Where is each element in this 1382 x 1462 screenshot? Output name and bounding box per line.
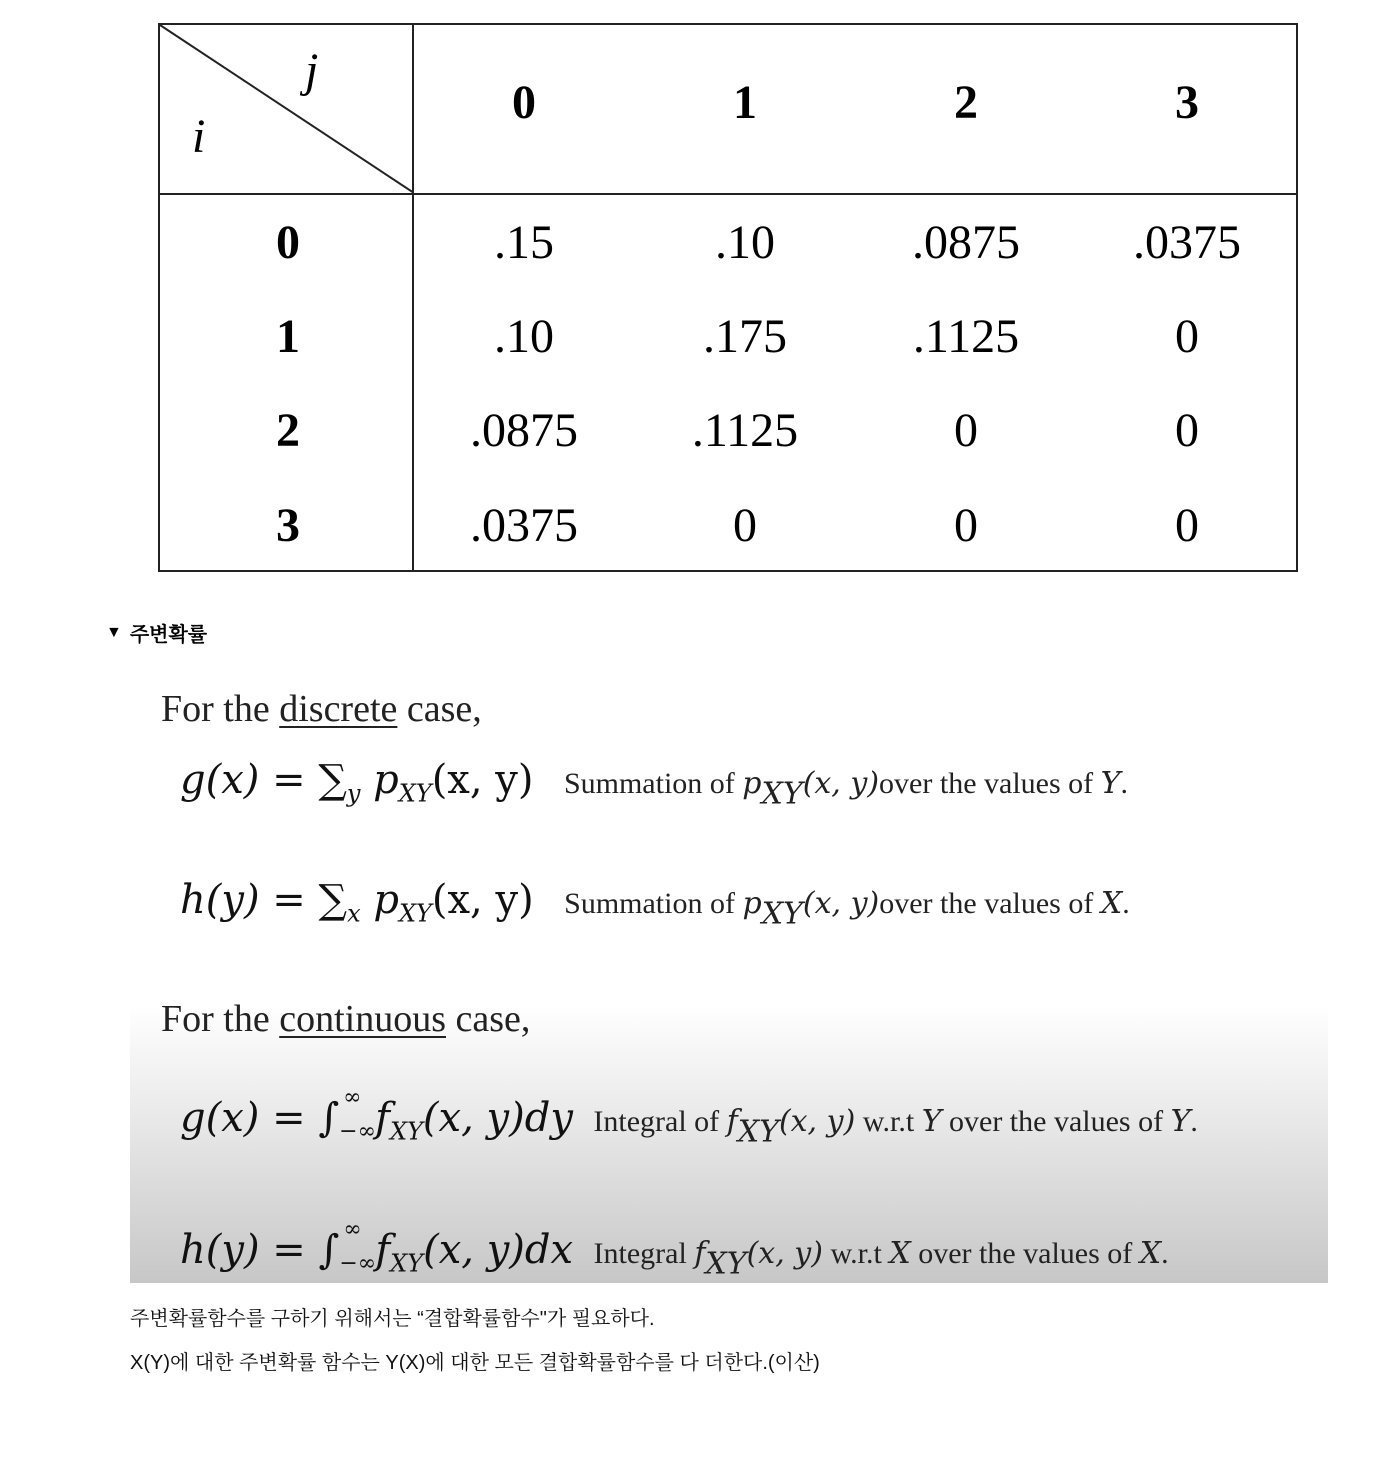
table-cell: 0: [733, 499, 757, 552]
table-cell: .0875: [470, 404, 578, 457]
table-cell: 0: [954, 404, 978, 457]
continuous-case-heading: [161, 997, 530, 1041]
table-cell: .10: [715, 216, 775, 269]
intro-text: For the: [161, 998, 280, 1040]
table-cell: .10: [494, 310, 554, 363]
table-cell: .1125: [912, 310, 1020, 363]
table-cell: .1125: [691, 404, 799, 457]
formula-lhs: h(y) = ∑: [180, 877, 348, 923]
toggle-title: 주변확률: [129, 624, 208, 646]
pmf-subscript: XY: [398, 779, 432, 808]
table-vertical-divider: [412, 25, 414, 572]
table-corner-cell: [160, 25, 414, 193]
formula-lhs: g(x) = ∫: [180, 1095, 340, 1141]
discrete-h-formula: [180, 877, 1130, 932]
column-header: 2: [954, 76, 978, 129]
continuous-g-formula: [180, 1085, 1198, 1150]
pmf-symbol: p: [360, 877, 399, 923]
pdf-subscript: XY: [389, 1117, 423, 1146]
pdf-args: (x, y)dy: [422, 1095, 573, 1141]
sum-index: y: [346, 779, 361, 808]
sum-index: x: [347, 899, 361, 928]
pmf-args: (x, y): [431, 757, 534, 803]
joint-probability-table: [158, 23, 1298, 572]
column-header: 1: [733, 76, 757, 129]
formula-explanation: Integral fXY(x, y) w.r.t X over the values of X.: [593, 1236, 1169, 1282]
table-cell: .175: [703, 310, 787, 363]
row-variable-label: i: [192, 110, 206, 163]
table-cell: .0875: [912, 216, 1020, 269]
paragraph: X(Y)에 대한 주변확률 함수는 Y(X)에 대한 모든 결합확률함수를 다 더한다.(이산): [130, 1352, 820, 1374]
pdf-args: (x, y)dx: [423, 1227, 574, 1273]
intro-text: For the: [161, 688, 280, 730]
column-header: 3: [1175, 76, 1199, 129]
marginal-probability-formulas: [130, 675, 1328, 1283]
discrete-keyword: discrete: [279, 688, 398, 730]
toggle-triangle-icon[interactable]: ▼: [106, 623, 122, 641]
table-horizontal-divider: [160, 193, 1298, 195]
marginal-probability-toggle[interactable]: [106, 618, 207, 647]
discrete-g-formula: [180, 757, 1128, 812]
continuous-keyword: continuous: [279, 998, 446, 1040]
column-variable-label: j: [305, 44, 319, 97]
integral-limits: ∞ −∞: [339, 1085, 376, 1144]
integral-limits: ∞ −∞: [339, 1217, 377, 1276]
row-header: 3: [276, 499, 300, 552]
table-cell: .0375: [470, 499, 578, 552]
row-header: 2: [276, 404, 300, 457]
table-cell: 0: [1175, 499, 1199, 552]
continuous-h-formula: [180, 1217, 1169, 1282]
intro-text: case,: [446, 998, 531, 1040]
table-cell: .0375: [1133, 216, 1241, 269]
formula-explanation: Summation of pXY(x, y)over the values of Y.: [563, 766, 1128, 812]
table-cell: 0: [954, 499, 978, 552]
row-header: 1: [276, 310, 300, 363]
paragraph: 주변확률함수를 구하기 위해서는 “결합확률함수"가 필요하다.: [130, 1308, 655, 1330]
table-cell: .15: [494, 216, 554, 269]
formula-lhs: h(y) = ∫: [180, 1227, 340, 1273]
pdf-subscript: XY: [390, 1249, 424, 1278]
pdf-symbol: f: [375, 1227, 391, 1273]
formula-explanation: Summation of pXY(x, y)over the values of X.: [564, 886, 1130, 932]
column-header: 0: [512, 76, 536, 129]
formula-lhs: g(x) = ∑: [180, 757, 347, 803]
pmf-symbol: p: [360, 757, 399, 803]
intro-text: case,: [397, 688, 482, 730]
discrete-case-heading: [161, 687, 482, 731]
row-header: 0: [276, 216, 300, 269]
table-cell: 0: [1175, 404, 1199, 457]
table-cell: 0: [1175, 310, 1199, 363]
pmf-args: (x, y): [431, 877, 534, 923]
formula-explanation: Integral of fXY(x, y) w.r.t Y over the values of Y.: [593, 1104, 1198, 1150]
pdf-symbol: f: [375, 1095, 390, 1141]
pmf-subscript: XY: [398, 899, 432, 928]
